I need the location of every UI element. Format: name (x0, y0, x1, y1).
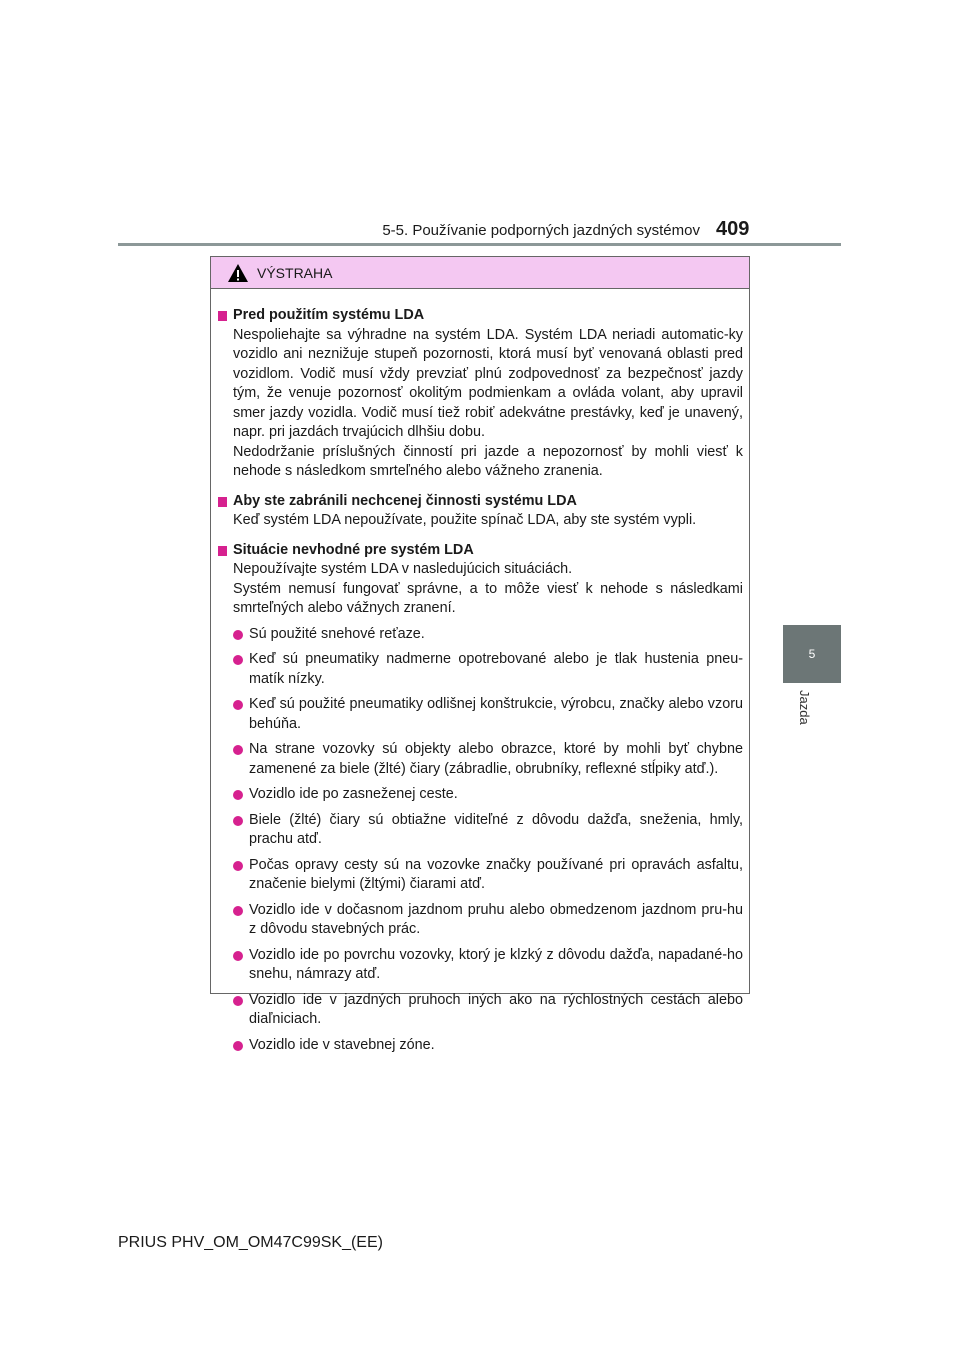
list-item: Vozidlo ide v stavebnej zóne. (233, 1036, 743, 1056)
square-bullet-icon (218, 546, 227, 556)
paragraph: Nepoužívajte systém LDA v nasledujúcich situáciách. (233, 561, 573, 577)
bullet-dot-icon (233, 906, 243, 916)
bullet-dot-icon (233, 655, 243, 665)
warning-box (210, 256, 750, 1053)
bullet-dot-icon (233, 700, 243, 710)
list-item: Počas opravy cesty sú na vozovke značky používané pri opravách asfaltu, značenie bielymi (žltými) čiarami atď. (233, 856, 743, 895)
warning-body (211, 289, 749, 1055)
list-item: Na strane vozovky sú objekty alebo obrazce, ktoré by mohli byť chybne zamenené za biele (žlté) čiary (zábradlie, obrubníky, reflexné stĺpiky atď.). (233, 740, 743, 779)
list-item: Keď sú pneumatiky nadmerne opotrebované alebo je tlak hustenia pneu-matík nízky. (233, 650, 743, 689)
paragraph: Nedodržanie príslušných činností pri jazde a nepozornosť by mohli viesť k nehode s následkom smrteľného alebo vážneho zranenia. (233, 443, 743, 479)
list-item: Keď sú použité pneumatiky odlišnej konštrukcie, výrobcu, značky alebo vzoru behúňa. (233, 695, 743, 734)
bullet-dot-icon (233, 790, 243, 800)
chapter-tab-label (783, 690, 841, 750)
bullet-dot-icon (233, 951, 243, 961)
warning-triangle-icon (227, 263, 249, 283)
warning-header (211, 257, 749, 289)
paragraph: Nespoliehajte sa výhradne na systém LDA. Systém LDA neriadi automatic-ky vozidlo ani neznižuje stupeň pozornosti, ktorá musí byť venovaná oblasti pred vozidlom. Vodič musí vždy prevziať plnú zodpovednosť za bezpečnosť jazdy tým, že venuje pozornosť okolitým podmienkam a ovláda volant, aby upravil smer jazdy vozidla. Vodič musí tiež robiť adekvátne prestávky, keď je unavený, napr. pri jazdách trvajúcich dlhšiu dobu. (233, 326, 743, 440)
document-code: PRIUS PHV_OM_OM47C99SK_(EE) (118, 1234, 383, 1251)
list-item: Sú použité snehové reťaze. (233, 625, 743, 645)
bullet-dot-icon (233, 1041, 243, 1051)
paragraph: Keď systém LDA nepoužívate, použite spínač LDA, aby ste systém vypli. (233, 512, 697, 528)
paragraph: Systém nemusí fungovať správne, a to môže viesť k nehode s následkami smrteľných alebo vážnych zranení. (233, 580, 743, 616)
warning-title: VÝSTRAHA (257, 264, 333, 281)
page-number: 409 (716, 218, 750, 240)
bullet-dot-icon (233, 630, 243, 640)
list-item: Vozidlo ide v jazdných pruhoch iných ako na rýchlostných cestách alebo diaľniciach. (233, 991, 743, 1030)
chapter-tab-text: Jazda (797, 690, 812, 725)
bullet-dot-icon (233, 745, 243, 755)
section-title: Situácie nevhodné pre systém LDA (218, 541, 743, 561)
list-item: Vozidlo ide po zasneženej ceste. (233, 785, 743, 805)
list-item: Biele (žlté) čiary sú obtiažne viditeľné z dôvodu dažďa, sneženia, hmly, prachu atď. (233, 811, 743, 850)
bullet-dot-icon (233, 816, 243, 826)
square-bullet-icon (218, 311, 227, 321)
section-title: Pred použitím systému LDA (218, 306, 743, 326)
running-header: 5-5. Používanie podporných jazdných systémov (382, 222, 700, 239)
list-item: Vozidlo ide v dočasnom jazdnom pruhu alebo obmedzenom jazdnom pru-hu z dôvodu stavebných prác. (233, 901, 743, 940)
chapter-tab-number[interactable]: 5 (783, 625, 841, 683)
list-item: Vozidlo ide po povrchu vozovky, ktorý je klzký z dôvodu dažďa, napadané-ho snehu, námrazy atď. (233, 946, 743, 985)
section-title: Aby ste zabránili nechcenej činnosti systému LDA (218, 492, 743, 512)
bullet-dot-icon (233, 996, 243, 1006)
bullet-dot-icon (233, 861, 243, 871)
header-divider (118, 243, 841, 246)
square-bullet-icon (218, 497, 227, 507)
